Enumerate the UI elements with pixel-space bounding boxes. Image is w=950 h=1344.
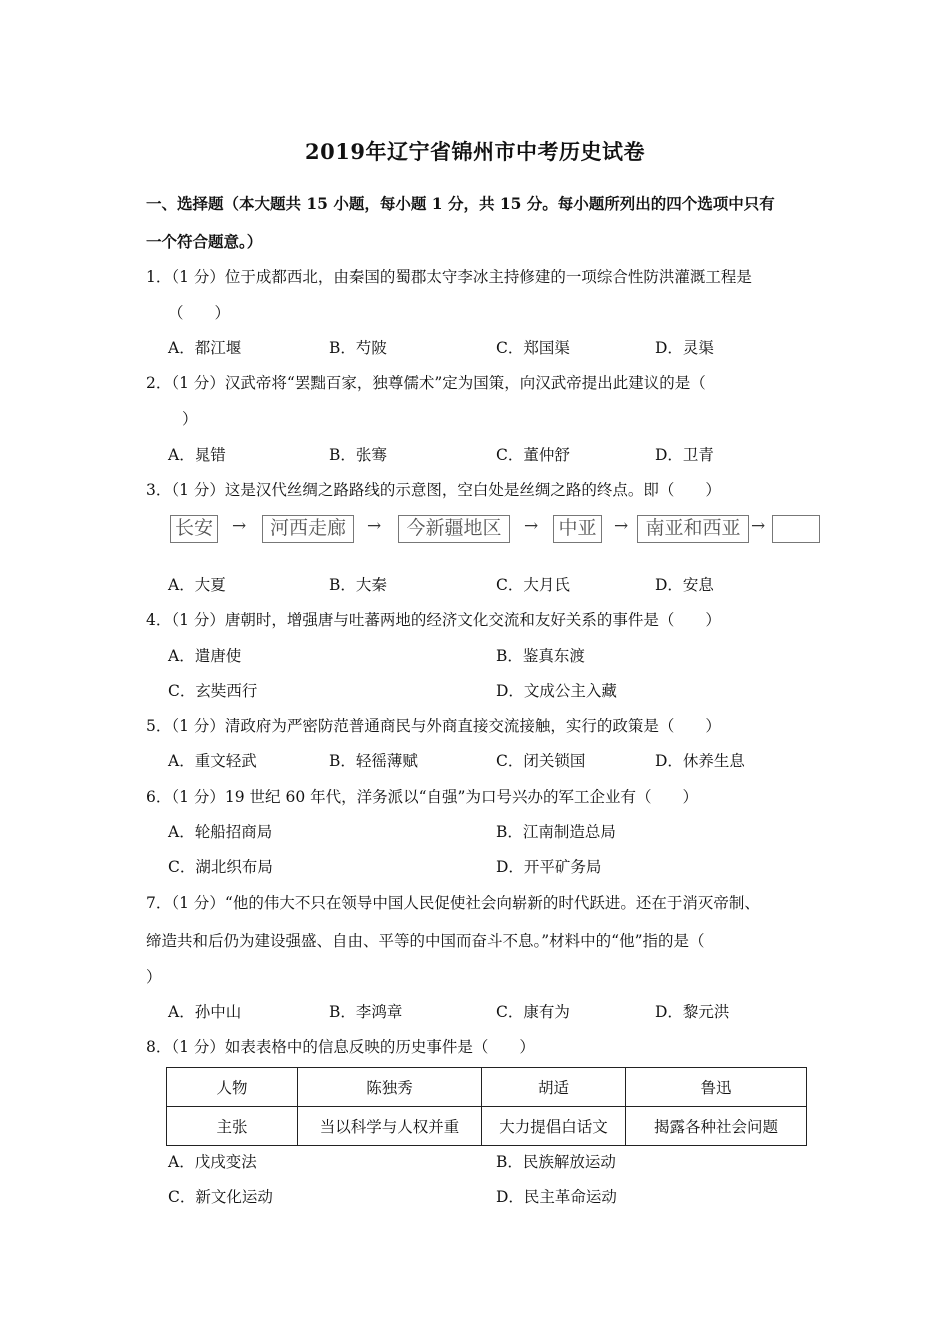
- q5-option-c[interactable]: C．闭关锁国: [496, 752, 586, 770]
- flow-node-central-asia: 中亚: [553, 515, 602, 543]
- q8-option-b[interactable]: B．民族解放运动: [496, 1153, 616, 1171]
- q2-option-b[interactable]: B．张骞: [329, 446, 387, 464]
- question-7-stem-cont: 缔造共和后仍为建设强盛、自由、平等的中国而奋斗不息。”材料中的“他”指的是（: [146, 932, 705, 950]
- q4-option-c[interactable]: C．玄奘西行: [168, 682, 258, 700]
- question-1-stem-cont: （ ）: [168, 304, 231, 322]
- flow-node-south-west-asia: 南亚和西亚: [637, 515, 749, 543]
- q3-option-b[interactable]: B．大秦: [329, 576, 387, 594]
- table-cell: 胡适: [482, 1068, 626, 1107]
- q6-option-a[interactable]: A．轮船招商局: [168, 823, 273, 841]
- section-heading-line1: 一、选择题（本大题共 15 小题，每小题 1 分，共 15 分。每小题所列出的四个选项中只有: [146, 194, 775, 213]
- q7-option-b[interactable]: B．李鸿章: [329, 1003, 403, 1021]
- question-7-stem-end: ）: [146, 968, 162, 986]
- q4-option-b[interactable]: B．鉴真东渡: [496, 647, 585, 665]
- question-3-stem: 3．（1 分）这是汉代丝绸之路路线的示意图，空白处是丝绸之路的终点。即（ ）: [146, 481, 721, 499]
- table-header-row: [167, 1068, 807, 1107]
- flow-arrow-icon: →: [614, 516, 629, 536]
- question-5-stem: 5．（1 分）清政府为严密防范普通商民与外商直接交流接触，实行的政策是（ ）: [146, 717, 721, 735]
- question-2-stem: 2．（1 分）汉武帝将“罢黜百家，独尊儒术”定为国策，向汉武帝提出此建议的是（: [146, 374, 706, 392]
- page-title: 2019年辽宁省锦州市中考历史试卷: [305, 139, 645, 164]
- flow-node-changan: 长安: [170, 515, 218, 543]
- flow-node-xinjiang: 今新疆地区: [398, 515, 510, 543]
- flow-node-blank-endpoint: [772, 515, 820, 543]
- table-cell: 陈独秀: [298, 1068, 482, 1107]
- q5-option-d[interactable]: D．休养生息: [655, 752, 745, 770]
- q4-option-d[interactable]: D．文成公主入藏: [496, 682, 617, 700]
- q6-option-b[interactable]: B．江南制造总局: [496, 823, 616, 841]
- question-4-stem: 4．（1 分）唐朝时，增强唐与吐蕃两地的经济文化交流和友好关系的事件是（ ）: [146, 611, 721, 629]
- q5-option-b[interactable]: B．轻徭薄赋: [329, 752, 418, 770]
- table-cell: 鲁迅: [626, 1068, 807, 1107]
- q1-option-c[interactable]: C．郑国渠: [496, 339, 570, 357]
- q3-option-d[interactable]: D．安息: [655, 576, 714, 594]
- q1-option-a[interactable]: A．都江堰: [168, 339, 242, 357]
- question-8-stem: 8．（1 分）如表表格中的信息反映的历史事件是（ ）: [146, 1038, 535, 1056]
- q2-option-a[interactable]: A．晁错: [168, 446, 226, 464]
- table-cell: 主张: [167, 1107, 298, 1146]
- q2-option-d[interactable]: D．卫青: [655, 446, 714, 464]
- q7-option-a[interactable]: A．孙中山: [168, 1003, 242, 1021]
- table-cell: 大力提倡白话文: [482, 1107, 626, 1146]
- q7-option-c[interactable]: C．康有为: [496, 1003, 570, 1021]
- q7-option-d[interactable]: D．黎元洪: [655, 1003, 730, 1021]
- q8-option-d[interactable]: D．民主革命运动: [496, 1188, 617, 1206]
- q6-option-d[interactable]: D．开平矿务局: [496, 858, 602, 876]
- q2-option-c[interactable]: C．董仲舒: [496, 446, 570, 464]
- section-heading-line2: 一个符合题意。）: [146, 232, 263, 251]
- info-table: [166, 1067, 807, 1146]
- flow-arrow-icon: →: [524, 516, 539, 536]
- table-cell: 人物: [167, 1068, 298, 1107]
- question-2-stem-cont: ）: [182, 410, 198, 428]
- q5-option-a[interactable]: A．重文轻武: [168, 752, 257, 770]
- q8-option-c[interactable]: C．新文化运动: [168, 1188, 273, 1206]
- question-6-stem: 6．（1 分）19 世纪 60 年代，洋务派以“自强”为口号兴办的军工企业有（ ）: [146, 788, 698, 806]
- q1-option-d[interactable]: D．灵渠: [655, 339, 714, 357]
- q4-option-a[interactable]: A．遣唐使: [168, 647, 242, 665]
- q8-option-a[interactable]: A．戊戌变法: [168, 1153, 257, 1171]
- flow-arrow-icon: →: [232, 516, 247, 536]
- question-1-stem: 1．（1 分）位于成都西北，由秦国的蜀郡太守李冰主持修建的一项综合性防洪灌溉工程是: [146, 268, 752, 286]
- table-cell: 揭露各种社会问题: [626, 1107, 807, 1146]
- question-7-stem: 7．（1 分）“他的伟大不只在领导中国人民促使社会向崭新的时代跃进。还在于消灭帝制、: [146, 894, 760, 912]
- q1-option-b[interactable]: B．芍陂: [329, 339, 387, 357]
- flow-arrow-icon: →: [367, 516, 382, 536]
- q3-option-c[interactable]: C．大月氏: [496, 576, 570, 594]
- q3-option-a[interactable]: A．大夏: [168, 576, 226, 594]
- table-row: [167, 1107, 807, 1146]
- flow-arrow-icon: →: [751, 516, 766, 536]
- flow-node-hexi-corridor: 河西走廊: [262, 515, 354, 543]
- q6-option-c[interactable]: C．湖北织布局: [168, 858, 273, 876]
- table-cell: 当以科学与人权并重: [298, 1107, 482, 1146]
